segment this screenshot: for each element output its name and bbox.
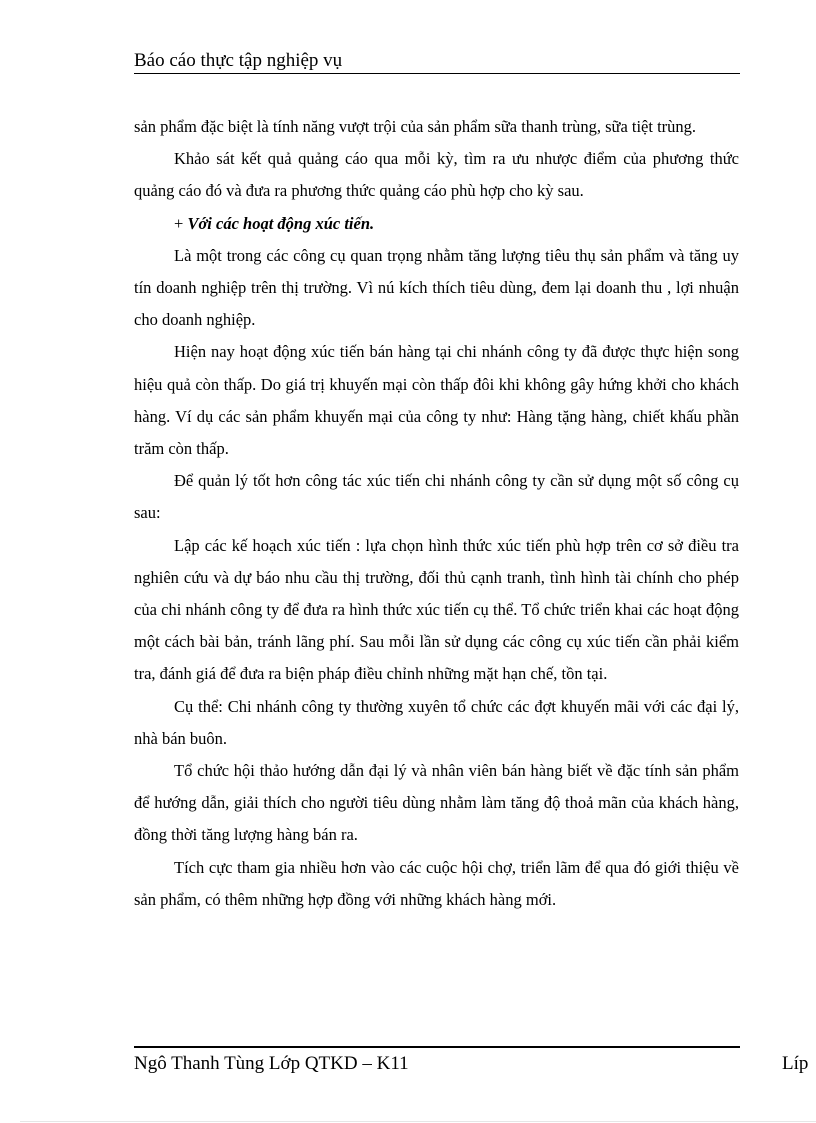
paragraph-specifics: Cụ thể: Chi nhánh công ty thường xuyên tổ chức các đợt khuyến mãi với các đại lý, nhà bán buôn. xyxy=(134,696,739,748)
paragraph-trade-fairs: Tích cực tham gia nhiều hơn vào các cuộc hội chợ, triển lãm để qua đó giới thiệu về sản phẩm, có thêm những hợp đồng với những khách hàng mới. xyxy=(134,857,739,909)
section-heading-promotion xyxy=(134,208,739,240)
paragraph-current-state: Hiện nay hoạt động xúc tiến bán hàng tại chi nhánh công ty đã được thực hiện song hiệu quả còn thấp. Do giá trị khuyến mại còn thấp đôi khi không gây hứng khởi cho khách hàng. Ví dụ các sản phẩm khuyến mại của công ty như: Hàng tặng hàng, chiết khấu phần trăm còn thấp. xyxy=(134,342,739,459)
section-heading-prefix: + xyxy=(174,213,188,233)
footer-author: Ngô Thanh Tùng Lớp QTKD – K11 xyxy=(134,1053,409,1074)
document-body xyxy=(134,111,739,916)
paragraph-planning: Lập các kế hoạch xúc tiến : lựa chọn hình thức xúc tiến phù hợp trên cơ sở điều tra nghiên cứu và dự báo nhu cầu thị trường, đối thủ cạnh tranh, tình hình tài chính cho phép của chi nhánh công ty để đưa ra hình thức xúc tiến cụ thể. Tổ chức triển khai các hoạt động một cách bài bản, tránh lãng phí. Sau mỗi lần sử dụng các công cụ xúc tiến cần phải kiểm tra, đánh giá để đưa ra biện pháp điều chỉnh những mặt hạn chế, tồn tại. xyxy=(134,535,739,684)
paragraph-tools-intro: Để quản lý tốt hơn công tác xúc tiến chi nhánh công ty cần sử dụng một số công cụ sau: xyxy=(134,471,739,523)
paragraph-seminars: Tổ chức hội thảo hướng dẫn đại lý và nhân viên bán hàng biết về đặc tính sản phẩm để hướng dẫn, giải thích cho người tiêu dùng nhằm làm tăng độ thoả mãn của khách hàng, đồng thời tăng lượng hàng bán ra. xyxy=(134,761,739,845)
paragraph-continuation: sản phẩm đặc biệt là tính năng vượt trội của sản phẩm sữa thanh trùng, sữa tiệt trùng. xyxy=(134,117,697,136)
header-divider xyxy=(134,73,740,74)
footer-divider xyxy=(134,1046,740,1048)
page-header-title: Báo cáo thực tập nghiệp vụ xyxy=(134,50,343,71)
page-edge xyxy=(20,1121,816,1122)
paragraph-promotion-role: Là một trong các công cụ quan trọng nhằm tăng lượng tiêu thụ sản phẩm và tăng uy tín doanh nghiệp trên thị trường. Vì nú kích thích tiêu dùng, đem lại doanh thu , lợi nhuận cho doanh nghiệp. xyxy=(134,245,739,330)
footer-class-label: Líp xyxy=(782,1053,809,1074)
section-heading-text: Với các hoạt động xúc tiến. xyxy=(187,213,375,233)
paragraph-advertising-survey: Khảo sát kết quả quảng cáo qua mỗi kỳ, tìm ra ưu nhược điểm của phương thức quảng cáo đó và đưa ra phương thức quảng cáo phù hợp cho kỳ sau. xyxy=(134,149,739,201)
